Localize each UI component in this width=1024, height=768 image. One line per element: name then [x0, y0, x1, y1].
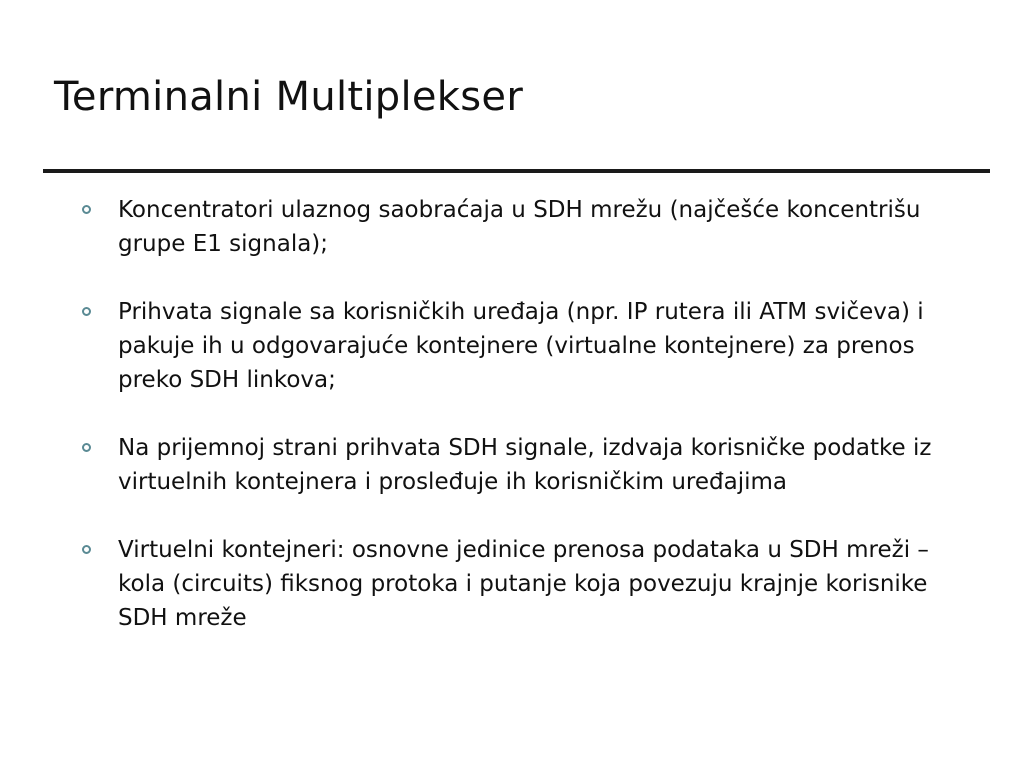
bullet-circle-icon: [82, 443, 91, 452]
bullet-text: Na prijemnoj strani prihvata SDH signale, izdvaja korisničke podatke iz virtuelnih kontejnera i prosleđuje ih korisničkim uređajima: [118, 435, 932, 495]
bullet-text: Koncentratori ulaznog saobraćaja u SDH mrežu (najčešće koncentrišu grupe E1 signala);: [118, 197, 921, 257]
bullet-item: [80, 193, 960, 261]
bullet-circle-icon: [82, 307, 91, 316]
bullet-item: [80, 295, 960, 397]
bullet-text: Prihvata signale sa korisničkih uređaja (npr. IP rutera ili ATM svičeva) i pakuje ih u odgovarajuće kontejnere (virtualne kontejnere) za prenos preko SDH linkova;: [118, 299, 924, 393]
bullet-list: [80, 193, 960, 635]
bullet-circle-icon: [82, 545, 91, 554]
bullet-item: [80, 431, 960, 499]
bullet-circle-icon: [82, 205, 91, 214]
bullet-item: [80, 533, 960, 635]
bullet-text: Virtuelni kontejneri: osnovne jedinice prenosa podataka u SDH mreži – kola (circuits) fiksnog protoka i putanje koja povezuju krajnje korisnike SDH mreže: [118, 537, 929, 631]
slide-title: Terminalni Multiplekser: [54, 74, 524, 120]
title-divider: [43, 169, 990, 173]
